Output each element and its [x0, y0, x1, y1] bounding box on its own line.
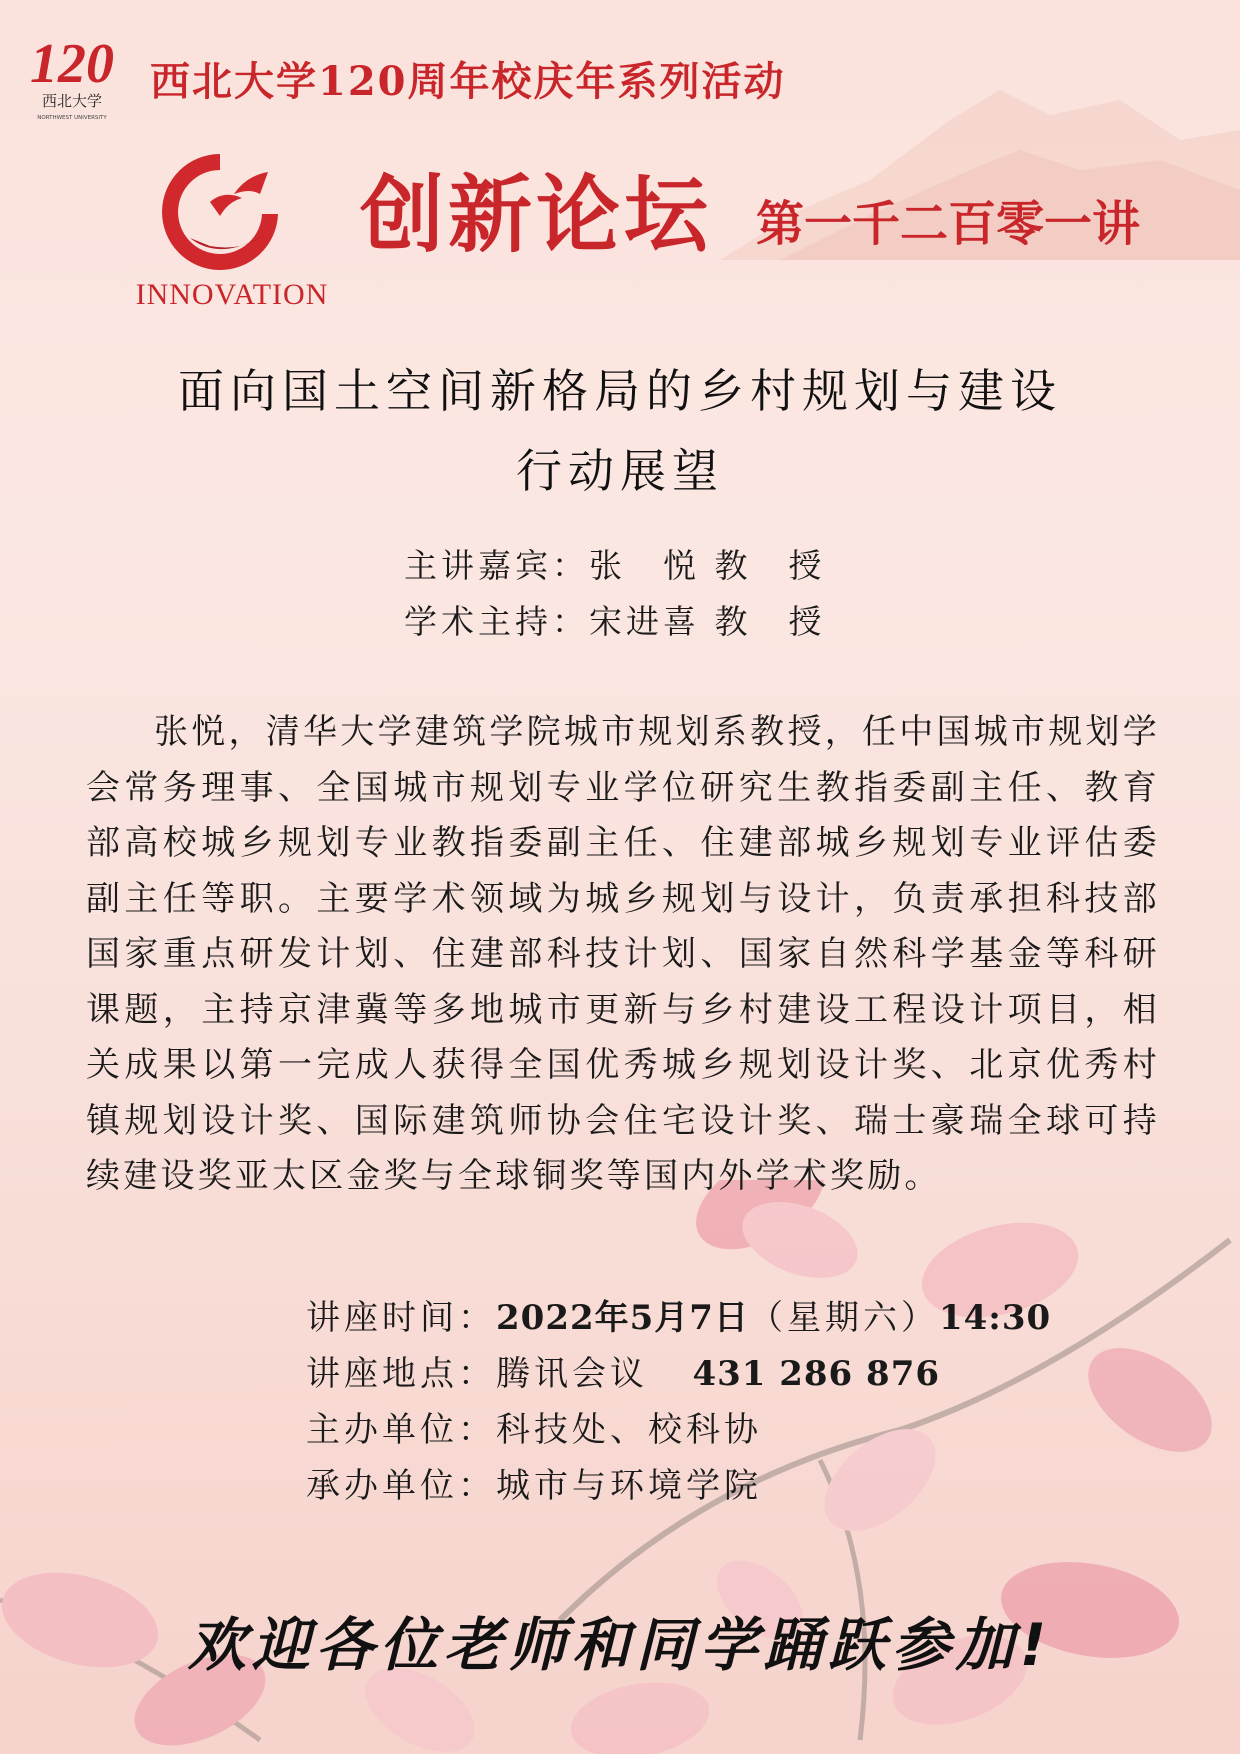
- host-label: 学术主持：: [404, 602, 589, 641]
- organizer-value: 科技处、校科协: [496, 1410, 762, 1450]
- lecture-clock: 14:30: [938, 1298, 1052, 1338]
- anniversary-logo-name: 西北大学: [41, 92, 103, 110]
- organizer-label: 主办单位：: [306, 1410, 496, 1450]
- anniversary-logo-mark: 120: [30, 33, 114, 95]
- lecture-date: 2022年5月7日: [496, 1298, 749, 1338]
- speaker-name: 张 悦 教 授: [589, 546, 826, 585]
- lecture-title-line2: 行动展望: [516, 444, 724, 498]
- meeting-id: 431 286 876: [692, 1354, 941, 1394]
- welcome-message: 欢迎各位老师和同学踊跃参加!: [187, 1611, 1053, 1679]
- undertaker-row: [306, 1458, 762, 1507]
- lecture-title-line1: 面向国土空间新格局的乡村规划与建设: [178, 364, 1062, 418]
- anniversary-logo-en: NORTHWEST UNIVERSITY: [37, 115, 107, 121]
- anniversary-title: 西北大学120周年校庆年系列活动: [150, 58, 786, 105]
- speaker-label: 主讲嘉宾：: [404, 546, 589, 585]
- lecture-place-row: [306, 1346, 940, 1395]
- forum-lecture-number: 第一千二百零一讲: [756, 196, 1141, 252]
- speaker-biography: 张悦，清华大学建筑学院城市规划系教授，任中国城市规划学会常务理事、全国城市规划专业学位研究生教指委副主任、教育部高校城乡规划专业教指委副主任、住建部城乡规划专业评估委副主任等职。主要学术领域为城乡规划与设计，负责承担科技部国家重点研发计划、住建部科技计划、国家自然科学基金等科研课题，主持京津冀等多地城市更新与乡村建设工程设计项目，相关成果以第一完成人获得全国优秀城乡规划设计奖、北京优秀村镇规划设计奖、国际建筑师协会住宅设计奖、瑞士豪瑞全球可持续建设奖亚太区金奖与全球铜奖等国内外学术奖励。: [86, 712, 1160, 1196]
- anniversary-logo-icon: [26, 22, 118, 130]
- lecture-place-value: 腾讯会议: [496, 1354, 648, 1394]
- innovation-swirl-logo-icon: [150, 142, 290, 282]
- lecture-place-label: 讲座地点：: [306, 1354, 496, 1394]
- undertaker-label: 承办单位：: [306, 1466, 496, 1506]
- lecture-time-row: [306, 1290, 1051, 1339]
- host-name: 宋进喜 教 授: [589, 602, 826, 641]
- host-row: [404, 596, 826, 643]
- speaker-row: [404, 540, 826, 587]
- lecture-weekday: （星期六）: [748, 1298, 939, 1338]
- forum-title: 创新论坛: [360, 166, 713, 264]
- lecture-time-label: 讲座时间：: [306, 1298, 496, 1338]
- forum-logo-label: INNOVATION: [135, 278, 329, 311]
- organizer-row: [306, 1402, 762, 1451]
- undertaker-value: 城市与环境学院: [496, 1466, 762, 1506]
